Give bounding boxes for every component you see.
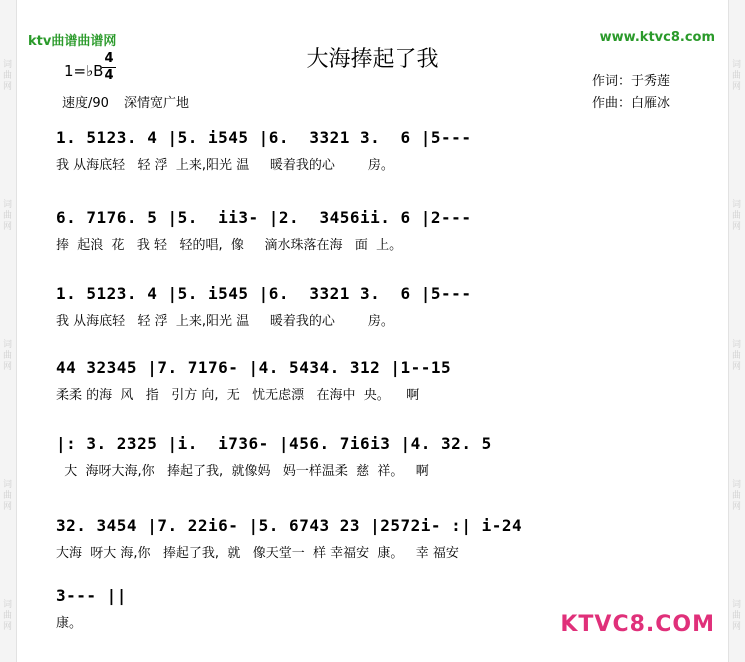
side-watermark-text: 词曲网 — [732, 480, 742, 512]
side-watermark-text: 词曲网 — [3, 340, 13, 372]
score-line-5-notes: |: 3. 2325 |i. i736- |456. 7i6i3 |4. 32. 5 — [56, 434, 492, 453]
score-line-3-notes: 1. 5123. 4 |5. i545 |6. 3321 3. 6 |5--- — [56, 284, 472, 303]
score-line-1-lyrics: 我 从海底轻 轻 浮 上来,阳光 温 暖着我的心 房。 — [56, 158, 394, 173]
time-signature — [102, 52, 116, 83]
side-watermark-text: 词曲网 — [732, 600, 742, 632]
score-line-2-lyrics: 捧 起浪 花 我 轻 轻的唱, 像 滴水珠落在海 面 上。 — [56, 238, 403, 253]
side-watermark-text: 词曲网 — [732, 340, 742, 372]
side-watermark-text: 词曲网 — [3, 60, 13, 92]
right-watermark-strip — [728, 0, 745, 662]
composer-credit: 作曲：白雁冰 — [592, 96, 671, 111]
tempo-marking: 速度/90 — [62, 96, 109, 111]
score-line-7-notes: 3--- || — [56, 586, 127, 605]
song-title: 大海捧起了我 — [306, 47, 439, 72]
left-watermark-strip — [0, 0, 17, 662]
score-line-3-lyrics: 我 从海底轻 轻 浮 上来,阳光 温 暖着我的心 房。 — [56, 314, 394, 329]
side-watermark-text: 词曲网 — [3, 480, 13, 512]
lyricist-credit: 作词：于秀莲 — [592, 74, 671, 89]
time-signature-top: 4 — [104, 51, 114, 66]
score-line-4-notes: 44 32345 |7. 7176- |4. 5434. 312 |1--15 — [56, 358, 452, 377]
site-name-left: ktv曲谱曲谱网 — [28, 34, 117, 49]
expression-marking: 深情宽广地 — [124, 96, 190, 111]
score-line-2-notes: 6. 7176. 5 |5. ii3- |2. 3456ii. 6 |2--- — [56, 208, 472, 227]
score-line-5-lyrics: 大 海呀大海,你 捧起了我, 就像妈 妈一样温柔 慈 祥。 啊 — [56, 464, 429, 479]
side-watermark-text: 词曲网 — [3, 600, 13, 632]
site-logo: KTVC8.COM — [560, 612, 715, 637]
side-watermark-text: 词曲网 — [3, 200, 13, 232]
side-watermark-text: 词曲网 — [732, 200, 742, 232]
site-url-right: www.ktvc8.com — [599, 30, 715, 45]
time-signature-bottom: 4 — [104, 68, 114, 83]
score-line-6-notes: 32. 3454 |7. 22i6- |5. 6743 23 |2572i- :| i-24 — [56, 516, 523, 535]
score-line-7-lyrics: 康。 — [56, 616, 83, 631]
score-line-6-lyrics: 大海 呀大 海,你 捧起了我, 就 像天堂一 样 幸福安 康。 幸 福安 — [56, 546, 459, 561]
score-line-4-lyrics: 柔柔 的海 风 指 引方 向, 无 忧无虑漂 在海中 央。 啊 — [56, 388, 420, 403]
key-signature: 1=♭B — [64, 62, 104, 80]
score-line-1-notes: 1. 5123. 4 |5. i545 |6. 3321 3. 6 |5--- — [56, 128, 472, 147]
side-watermark-text: 词曲网 — [732, 60, 742, 92]
